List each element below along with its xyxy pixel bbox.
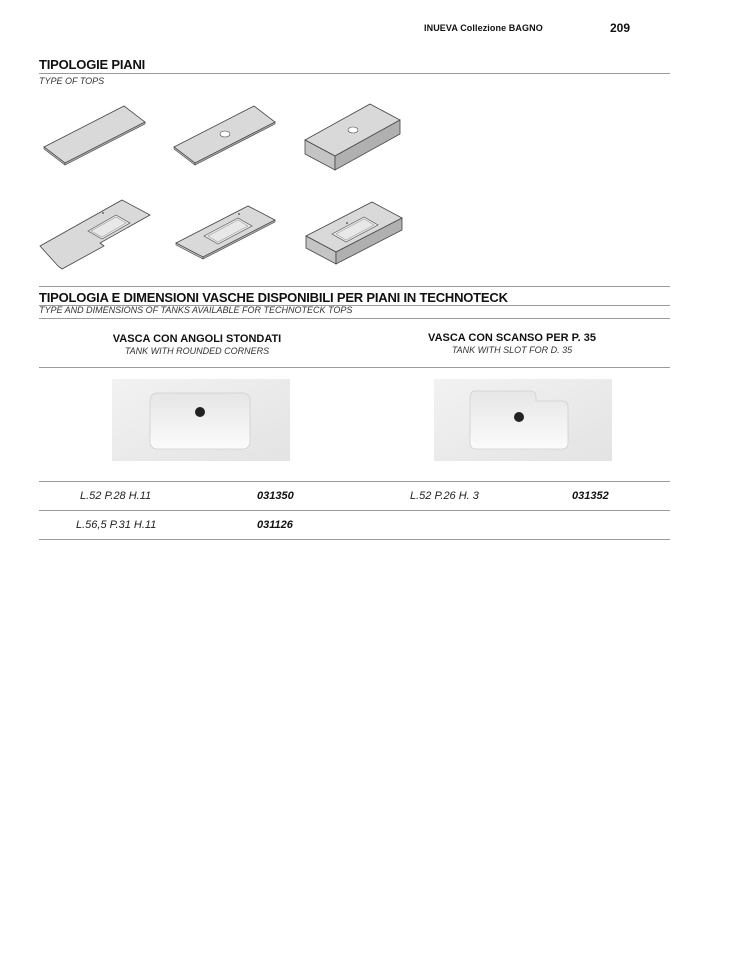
dimension-cell: L.52 P.26 H. 3 bbox=[410, 490, 479, 502]
product-code-cell: 031350 bbox=[257, 490, 294, 502]
thick-top-integrated-basin-illustration bbox=[302, 198, 412, 273]
product-code-cell: 031352 bbox=[572, 490, 609, 502]
tank-slot-image bbox=[434, 379, 612, 461]
divider bbox=[39, 367, 670, 368]
section-title-tops: TIPOLOGIE PIANI bbox=[39, 57, 146, 72]
section-title-tanks: TIPOLOGIA E DIMENSIONI VASCHE DISPONIBILI PER PIANI IN TECHNOTECK bbox=[39, 290, 508, 305]
column-title-rounded: VASCA CON ANGOLI STONDATI bbox=[112, 333, 282, 345]
divider bbox=[39, 286, 670, 287]
column-subtitle-slot: TANK WITH SLOT FOR D. 35 bbox=[451, 345, 573, 355]
divider bbox=[39, 73, 670, 74]
product-code-cell: 031126 bbox=[257, 519, 293, 531]
dimension-cell: L.52 P.28 H.11 bbox=[80, 490, 152, 502]
header-brand: INUEVA Collezione BAGNO bbox=[424, 23, 543, 33]
column-subtitle-rounded: TANK WITH ROUNDED CORNERS bbox=[124, 346, 270, 356]
divider bbox=[39, 318, 670, 319]
top-integrated-basin-illustration bbox=[172, 200, 282, 270]
divider bbox=[39, 510, 670, 511]
flat-top-illustration bbox=[40, 100, 150, 170]
tank-rounded-corners-image bbox=[112, 379, 290, 461]
top-with-hole-illustration bbox=[170, 100, 280, 170]
dimension-cell: L.56,5 P.31 H.11 bbox=[76, 519, 157, 531]
page-number: 209 bbox=[610, 21, 631, 35]
divider bbox=[39, 481, 670, 482]
section-subtitle-tops: TYPE OF TOPS bbox=[39, 76, 105, 86]
divider bbox=[39, 539, 670, 540]
column-title-slot: VASCA CON SCANSO PER P. 35 bbox=[428, 332, 596, 344]
section-subtitle-tanks: TYPE AND DIMENSIONS OF TANKS AVAILABLE FOR TECHNOTECK TOPS bbox=[39, 305, 353, 315]
top-integrated-basin-cutout-illustration bbox=[36, 195, 154, 270]
thick-top-with-hole-illustration bbox=[300, 100, 410, 175]
